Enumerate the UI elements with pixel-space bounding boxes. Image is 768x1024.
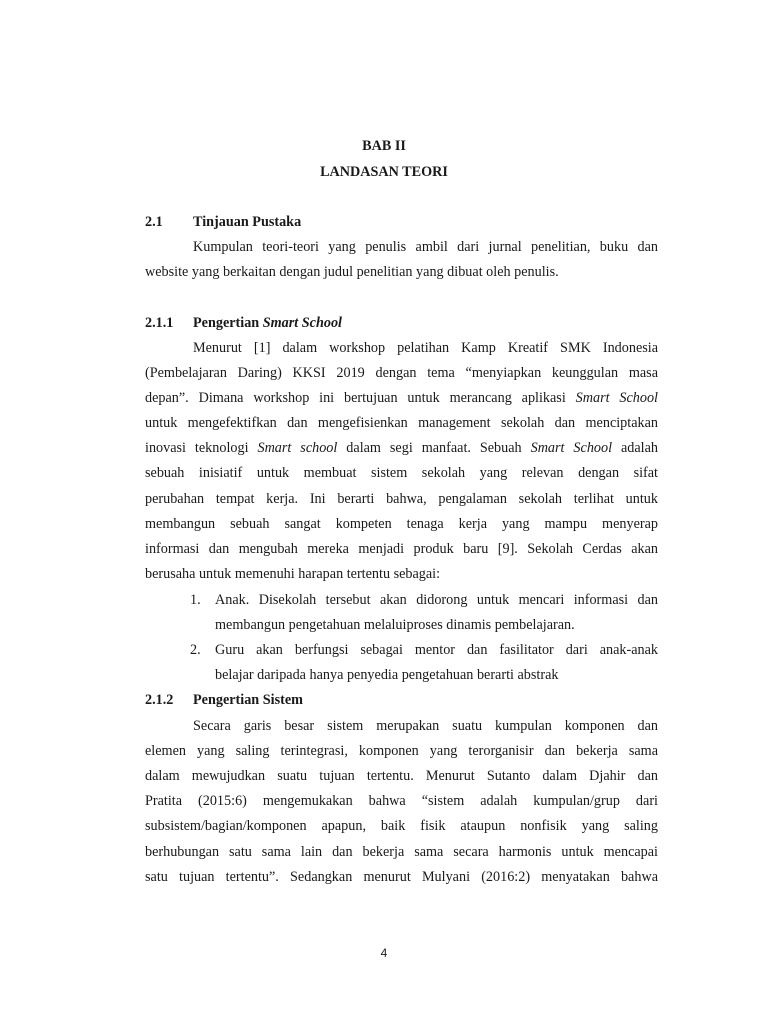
paragraph-line: Menurut [1] dalam workshop pelatihan Kamp Kreatif SMK Indonesia [193,340,658,356]
paragraph-line: Secara garis besar sistem merupakan suatu kumpulan komponen dan [193,718,658,734]
paragraph-line: (Pembelajaran Daring) KKSI 2019 dengan tema “menyiapkan keunggulan masa [145,365,658,381]
section-2-1-2-title: Pengertian Sistem [193,692,303,708]
paragraph-line: berusaha untuk memenuhi harapan tertentu sebagai: [145,566,441,582]
list-item-line: belajar daripada hanya penyedia pengetahuan berarti abstrak [215,667,559,683]
paragraph-line: dalam mewujudkan suatu tujuan tertentu. Menurut Sutanto dalam Djahir dan [145,768,658,784]
paragraph-line: satu tujuan tertentu”. Sedangkan menurut Mulyani (2016:2) menyatakan bahwa [145,869,658,885]
paragraph-line: Kumpulan teori-teori yang penulis ambil dari jurnal penelitian, buku dan [193,239,658,255]
list-item-line: Anak. Disekolah tersebut akan didorong untuk mencari informasi dan [215,592,658,608]
paragraph-line: website yang berkaitan dengan judul penelitian yang dibuat oleh penulis. [145,264,559,280]
paragraph-line: berhubungan satu sama lain dan bekerja sama secara harmonis untuk mencapai [145,844,658,860]
list-item-number: 1. [190,592,201,608]
paragraph-line: inovasi teknologi Smart school dalam segi manfaat. Sebuah Smart School adalah [145,440,659,456]
section-2-1-2-number: 2.1.2 [145,692,174,708]
paragraph-line: membangun sebuah sangat kompeten tenaga kerja yang mampu menyerap [145,516,658,532]
list-item-line: Guru akan berfungsi sebagai mentor dan fasilitator dari anak-anak [215,642,658,658]
list-item-number: 2. [190,642,201,658]
paragraph-line: depan”. Dimana workshop ini bertujuan untuk merancang aplikasi Smart School [145,390,659,406]
page-number: 4 [380,946,388,960]
section-2-1-title: Tinjauan Pustaka [193,214,302,230]
section-2-1-number: 2.1 [145,214,163,230]
paragraph-line: sebuah inisiatif untuk membuat sistem sekolah yang relevan dengan sifat [145,465,658,481]
section-2-1-1-number: 2.1.1 [145,315,174,331]
paragraph-line: untuk mengefektifkan dan mengefisienkan management sekolah dan menciptakan [145,415,658,431]
section-2-1-1-title: Pengertian Smart School [193,315,342,331]
chapter-title: LANDASAN TEORI [320,164,448,180]
list-item-line: membangun pengetahuan melaluiproses dinamis pembelajaran. [215,617,575,633]
chapter-label: BAB II [362,138,406,154]
paragraph-line: Pratita (2015:6) mengemukakan bahwa “sistem adalah kumpulan/grup dari [145,793,658,809]
paragraph-line: perubahan tempat kerja. Ini berarti bahwa, pengalaman sekolah terlihat untuk [145,491,658,507]
paragraph-line: elemen yang saling terintegrasi, komponen yang terorganisir dan bekerja sama [145,743,658,759]
paragraph-line: informasi dan mengubah mereka menjadi produk baru [9]. Sekolah Cerdas akan [145,541,658,557]
paragraph-line: subsistem/bagian/komponen apapun, baik fisik ataupun nonfisik yang saling [145,818,658,834]
